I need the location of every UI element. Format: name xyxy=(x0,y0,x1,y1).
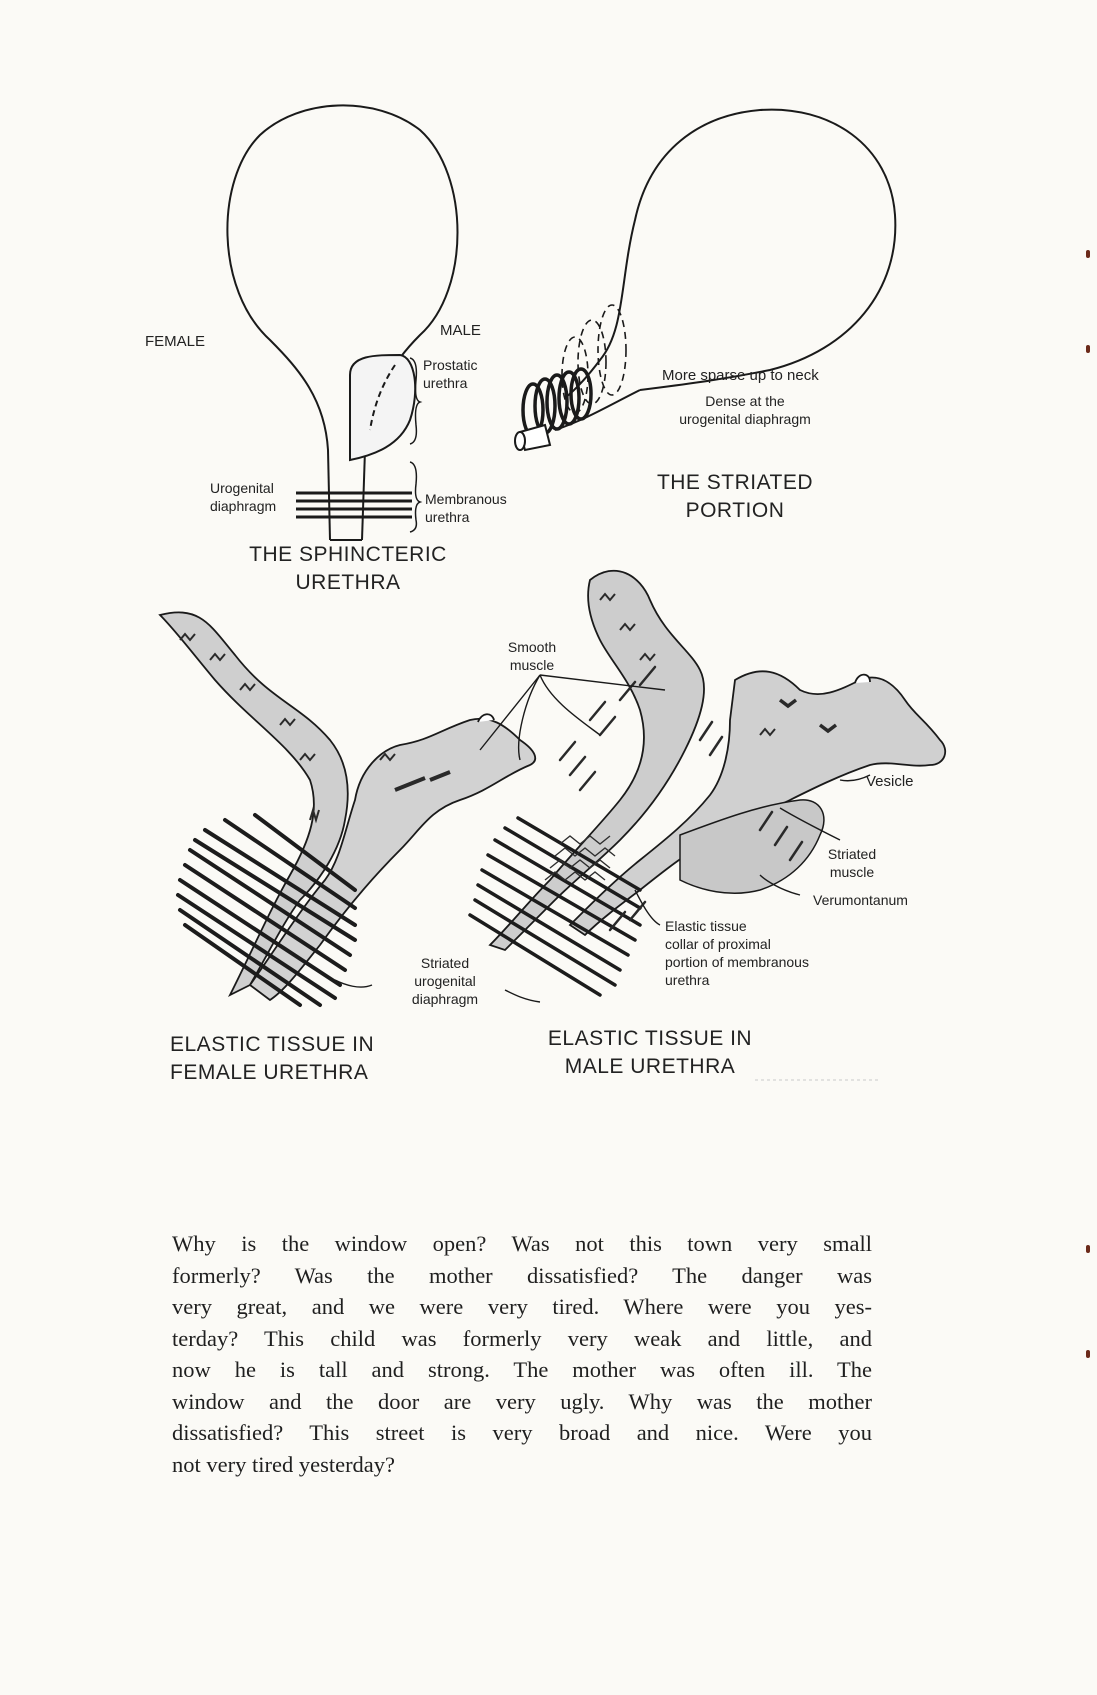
urethra-tube-right xyxy=(362,450,365,540)
membranous-brace xyxy=(410,462,420,532)
paragraph-line: now he is tall and strong. The mother was often ill. The xyxy=(172,1357,872,1382)
caption-elastic-female: ELASTIC TISSUE IN FEMALE URETHRA xyxy=(170,1033,375,1084)
body-paragraph xyxy=(172,1228,872,1480)
label-female: FEMALE xyxy=(145,333,206,350)
paragraph-line: formerly? Was the mother dissatisfied? The danger was xyxy=(172,1262,872,1288)
label-more-sparse: More sparse up to neck xyxy=(662,367,819,384)
edge-mark xyxy=(1086,1245,1090,1253)
prostate-shape xyxy=(350,355,415,460)
urethra-tube-left xyxy=(328,450,330,540)
sphincteric-urethra-drawing xyxy=(227,105,457,540)
bladder-outline-2 xyxy=(565,110,895,398)
paragraph-line: dissatisfied? This street is very broad and nice. Were you xyxy=(172,1420,872,1445)
paragraph-line: window and the door are very ugly. Why was the mother xyxy=(172,1388,872,1414)
label-vesicle: Vesicle xyxy=(866,773,914,790)
label-striated-urogenital-diaphragm: Striated urogenital diaphragm xyxy=(411,955,479,1007)
caption-striated-portion: THE STRIATED PORTION xyxy=(656,471,814,522)
paragraph-line: Why is the window open? Was not this town very small xyxy=(172,1231,872,1256)
urogenital-diaphragm-bars xyxy=(296,493,412,517)
label-urogenital-diaphragm: Urogenital diaphragm xyxy=(210,480,277,514)
edge-mark xyxy=(1086,345,1090,353)
label-male: MALE xyxy=(440,322,481,339)
label-striated-muscle: Striated muscle xyxy=(827,846,877,880)
label-verumontanum: Verumontanum xyxy=(813,892,908,908)
caption-elastic-male: ELASTIC TISSUE IN MALE URETHRA xyxy=(547,1027,753,1078)
dense-coils xyxy=(523,369,591,436)
edge-mark xyxy=(1086,1350,1090,1358)
label-elastic-collar: Elastic tissue collar of proximal portion of membranous urethra xyxy=(665,918,809,988)
bladder-outline xyxy=(227,105,457,450)
caption-sphincteric-urethra: THE SPHINCTERIC URETHRA xyxy=(249,543,447,594)
paragraph-line: very great, and we were very tired. Where were you yes- xyxy=(172,1294,872,1319)
label-membranous-urethra: Membranous urethra xyxy=(425,491,507,525)
paragraph-line: terday? This child was formerly very weak and little, and xyxy=(172,1325,872,1351)
edge-mark xyxy=(1086,250,1090,258)
label-prostatic-urethra: Prostatic urethra xyxy=(423,357,478,391)
label-smooth-muscle: Smooth muscle xyxy=(507,639,557,673)
label-dense-at-diaphragm: Dense at the urogenital diaphragm xyxy=(679,393,811,427)
female-elastic-drawing xyxy=(160,612,535,1005)
paragraph-line: not very tired yesterday? xyxy=(172,1451,396,1477)
